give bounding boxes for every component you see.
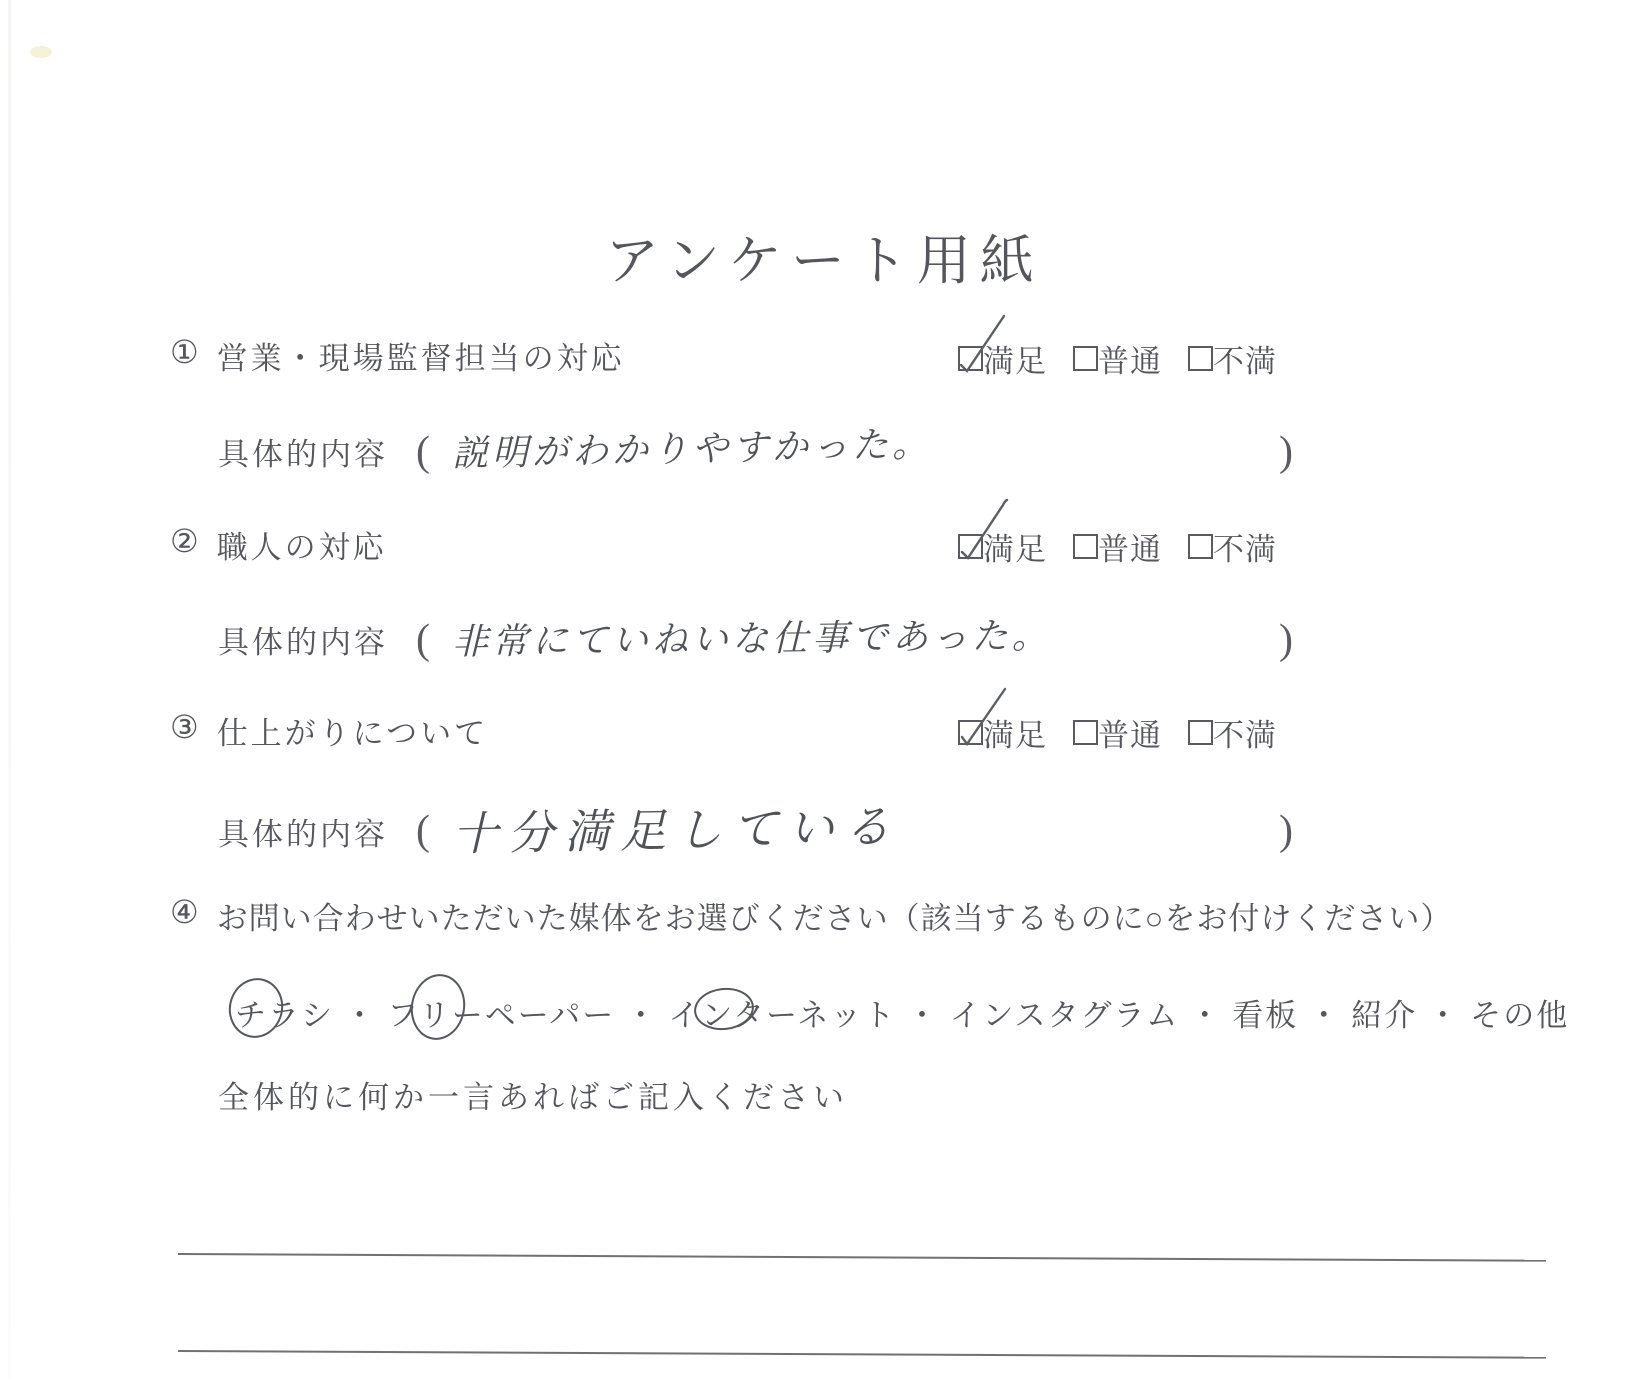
detail-label: 具体的内容 bbox=[218, 437, 388, 472]
open-paren: ( bbox=[416, 428, 430, 475]
checkbox-dissatisfied[interactable] bbox=[1188, 720, 1213, 745]
media-options-row bbox=[235, 990, 1569, 1035]
check-tick-icon bbox=[957, 310, 1009, 374]
question-4-row bbox=[170, 893, 1452, 938]
check-tick-icon bbox=[957, 684, 1009, 748]
option-separator: ・ bbox=[1189, 998, 1223, 1033]
question-label: お問い合わせいただいた媒体をお選びください（該当するものに○をお付けください） bbox=[216, 901, 1453, 936]
rating-option-dissatisfied bbox=[1188, 336, 1277, 381]
detail-row-q1 bbox=[218, 423, 1293, 477]
detail-label: 具体的内容 bbox=[218, 816, 388, 852]
option-separator: ・ bbox=[625, 998, 659, 1033]
open-paren: ( bbox=[416, 808, 430, 854]
detail-row-q2 bbox=[218, 614, 1293, 665]
rating-option-dissatisfied bbox=[1188, 710, 1277, 755]
checkbox-satisfied[interactable] bbox=[958, 720, 983, 745]
handwritten-answer: 十分満足している bbox=[451, 799, 901, 861]
checkbox-satisfied[interactable] bbox=[958, 534, 983, 559]
comment-writing-line[interactable] bbox=[178, 1350, 1546, 1359]
detail-label: 具体的内容 bbox=[218, 625, 388, 660]
media-option-instagram[interactable] bbox=[949, 990, 1179, 1035]
checkbox-dissatisfied[interactable] bbox=[1188, 534, 1213, 559]
rating-label: 不満 bbox=[1213, 718, 1277, 753]
rating-option-dissatisfied bbox=[1188, 524, 1277, 569]
media-option-internet[interactable] bbox=[668, 990, 896, 1035]
rating-options-q3 bbox=[958, 710, 1277, 755]
close-paren: ) bbox=[1279, 616, 1293, 663]
checkbox-dissatisfied[interactable] bbox=[1188, 346, 1213, 371]
close-paren: ) bbox=[1279, 808, 1293, 854]
checkbox-normal[interactable] bbox=[1073, 720, 1098, 745]
rating-option-satisfied bbox=[958, 710, 1047, 755]
question-number: ③ bbox=[170, 709, 199, 745]
form-title: アンケート用紙 bbox=[605, 231, 1043, 291]
scan-edge-shadow bbox=[8, 0, 11, 1379]
rating-option-satisfied bbox=[958, 336, 1047, 381]
rating-label: 満足 bbox=[983, 344, 1047, 379]
question-label: 仕上がりについて bbox=[216, 716, 489, 751]
media-option-label: その他 bbox=[1470, 998, 1570, 1033]
rating-label: 不満 bbox=[1213, 344, 1277, 379]
rating-options-q1 bbox=[958, 336, 1277, 381]
question-label: 職人の対応 bbox=[216, 530, 387, 565]
option-separator: ・ bbox=[1308, 998, 1342, 1033]
rating-option-normal bbox=[1073, 524, 1162, 569]
media-option-chirashi[interactable] bbox=[235, 990, 334, 1035]
question-number: ② bbox=[170, 523, 199, 559]
media-option-label: インターネット bbox=[668, 998, 897, 1033]
media-option-referral[interactable] bbox=[1351, 990, 1417, 1035]
close-paren: ) bbox=[1279, 428, 1293, 475]
media-option-other[interactable] bbox=[1470, 990, 1569, 1035]
rating-label: 満足 bbox=[983, 532, 1047, 567]
checkbox-satisfied[interactable] bbox=[958, 346, 983, 371]
media-option-label: 看板 bbox=[1232, 998, 1299, 1033]
detail-row-q3 bbox=[218, 798, 1293, 864]
media-option-free-paper[interactable] bbox=[387, 990, 615, 1035]
rating-label: 普通 bbox=[1098, 718, 1162, 753]
question-label: 営業・現場監督担当の対応 bbox=[216, 341, 625, 376]
rating-option-normal bbox=[1073, 336, 1162, 381]
rating-option-satisfied bbox=[958, 524, 1047, 569]
media-option-label: 紹介 bbox=[1351, 998, 1418, 1033]
option-separator: ・ bbox=[906, 998, 940, 1033]
rating-label: 満足 bbox=[983, 718, 1047, 753]
question-number: ④ bbox=[170, 894, 199, 930]
scan-artifact bbox=[30, 46, 52, 58]
comment-prompt: 全体的に何か一言あればご記入ください bbox=[218, 1080, 848, 1115]
open-paren: ( bbox=[416, 616, 430, 663]
question-1-row bbox=[170, 333, 625, 378]
rating-label: 普通 bbox=[1098, 532, 1162, 567]
question-3-row bbox=[170, 708, 488, 753]
question-2-row bbox=[170, 522, 387, 567]
media-option-label: フリーペーパー bbox=[387, 998, 616, 1033]
check-tick-icon bbox=[957, 498, 1009, 562]
media-option-label: インスタグラム bbox=[949, 998, 1180, 1033]
rating-options-q2 bbox=[958, 524, 1277, 569]
handwritten-answer: 説明がわかりやすかった。 bbox=[451, 423, 933, 475]
checkbox-normal[interactable] bbox=[1073, 346, 1098, 371]
option-separator: ・ bbox=[344, 998, 377, 1033]
media-option-signboard[interactable] bbox=[1232, 990, 1298, 1035]
comment-writing-line[interactable] bbox=[178, 1253, 1546, 1262]
rating-label: 普通 bbox=[1098, 344, 1162, 379]
media-option-label: チラシ bbox=[235, 998, 334, 1033]
rating-option-normal bbox=[1073, 710, 1162, 755]
checkbox-normal[interactable] bbox=[1073, 534, 1098, 559]
question-number: ① bbox=[170, 334, 199, 370]
rating-label: 不満 bbox=[1213, 532, 1277, 567]
handwritten-answer: 非常にていねいな仕事であった。 bbox=[451, 615, 1052, 663]
option-separator: ・ bbox=[1427, 998, 1461, 1033]
